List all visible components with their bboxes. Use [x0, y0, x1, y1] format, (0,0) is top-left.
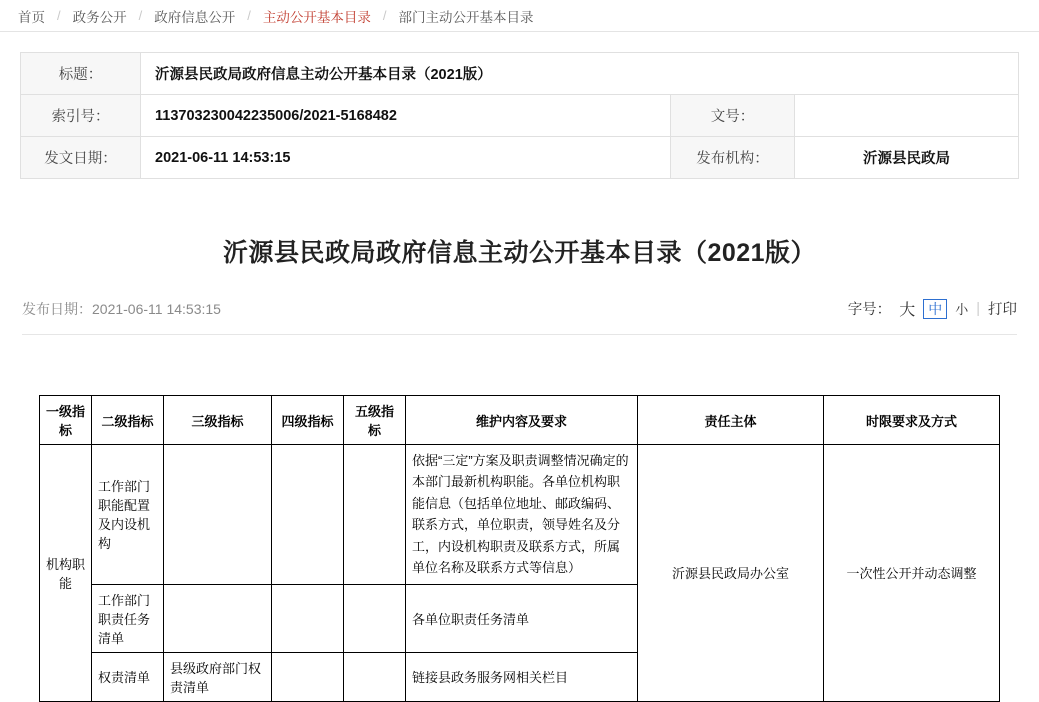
- breadcrumb: [0, 0, 1039, 32]
- catalog-header-content: 维护内容及要求: [406, 396, 638, 445]
- meta-org-value: 沂源县民政局: [795, 137, 1019, 179]
- catalog-cell-level4: [272, 445, 344, 585]
- catalog-cell-responsible: 沂源县民政局办公室: [638, 445, 824, 702]
- document-meta-table: [20, 52, 1019, 179]
- catalog-cell-content: 链接县政务服务网相关栏目: [406, 652, 638, 701]
- fontsize-medium-button[interactable]: 中: [923, 299, 947, 319]
- toolbar-divider: |: [976, 300, 980, 317]
- meta-index-label: 索引号：: [21, 95, 141, 137]
- breadcrumb-separator: /: [57, 8, 61, 23]
- meta-index-value: 113703230042235006/2021-5168482: [141, 95, 671, 137]
- catalog-header-level5: 五级指标: [344, 396, 406, 445]
- fontsize-tools: [848, 297, 1017, 320]
- fontsize-large-button[interactable]: 大: [899, 302, 916, 319]
- page-title: 沂源县民政局政府信息主动公开基本目录（2021版）: [222, 239, 817, 267]
- meta-docno-value: [795, 95, 1019, 137]
- catalog-header-row: [40, 396, 1000, 445]
- breadcrumb-item-government-affairs[interactable]: 政务公开: [72, 9, 127, 25]
- meta-title-value: 沂源县民政局政府信息主动公开基本目录（2021版）: [141, 53, 1019, 95]
- catalog-cell-deadline: 一次性公开并动态调整: [824, 445, 1000, 702]
- catalog-cell-level4: [272, 652, 344, 701]
- meta-docno-label: 文号：: [671, 95, 795, 137]
- meta-title-label: 标题：: [21, 53, 141, 95]
- catalog-cell-level3: [164, 584, 272, 652]
- catalog-header-level3: 三级指标: [164, 396, 272, 445]
- meta-date-value: 2021-06-11 14:53:15: [141, 137, 671, 179]
- catalog-header-level2: 二级指标: [92, 396, 164, 445]
- fontsize-label: 字号：: [847, 302, 892, 318]
- breadcrumb-item-home[interactable]: 首页: [18, 9, 45, 25]
- breadcrumb-separator: /: [382, 8, 387, 23]
- breadcrumb-separator: /: [138, 8, 143, 23]
- breadcrumb-item-basic-catalog[interactable]: 主动公开基本目录: [262, 9, 371, 25]
- meta-date-label: 发文日期：: [21, 137, 141, 179]
- breadcrumb-item-department-catalog[interactable]: 部门主动公开基本目录: [398, 9, 534, 25]
- catalog-cell-level2: 工作部门职责任务清单: [92, 584, 164, 652]
- catalog-header-responsible: 责任主体: [638, 396, 824, 445]
- catalog-cell-level4: [272, 584, 344, 652]
- catalog-header-level1: 一级指标: [40, 396, 92, 445]
- catalog-cell-level5: [344, 652, 406, 701]
- table-row: [21, 53, 1019, 95]
- catalog-header-level4: 四级指标: [272, 396, 344, 445]
- catalog-cell-content: 各单位职责任务清单: [406, 584, 638, 652]
- publish-date: [22, 299, 221, 319]
- document-meta-section: [0, 32, 1039, 179]
- article-toolbar: [22, 297, 1017, 335]
- table-row: [21, 137, 1019, 179]
- print-button[interactable]: 打印: [988, 302, 1017, 318]
- catalog-cell-level5: [344, 445, 406, 585]
- catalog-cell-content: 依据“三定”方案及职责调整情况确定的本部门最新机构职能。各单位机构职能信息（包括单位地址、邮政编码、联系方式，单位职责，领导姓名及分工，内设机构职责及联系方式，所属单位名称及联系方式等信息）: [406, 445, 638, 585]
- catalog-table: [39, 395, 1000, 702]
- fontsize-small-button[interactable]: 小: [955, 302, 969, 317]
- catalog-header-deadline: 时限要求及方式: [824, 396, 1000, 445]
- catalog-section: [0, 335, 1039, 702]
- catalog-cell-level1: 机构职能: [40, 445, 92, 702]
- publish-date-prefix: 发布日期：: [22, 300, 92, 317]
- catalog-cell-level3: [164, 445, 272, 585]
- breadcrumb-item-government-info[interactable]: 政府信息公开: [154, 9, 236, 25]
- table-row: [21, 95, 1019, 137]
- catalog-cell-level2: 工作部门职能配置及内设机构: [92, 445, 164, 585]
- publish-date-value: 2021-06-11 14:53:15: [92, 300, 221, 317]
- breadcrumb-separator: /: [247, 8, 251, 23]
- table-row: [40, 445, 1000, 585]
- catalog-cell-level3: 县级政府部门权责清单: [164, 652, 272, 701]
- catalog-cell-level2: 权责清单: [92, 652, 164, 701]
- meta-org-label: 发布机构：: [671, 137, 795, 179]
- catalog-cell-level5: [344, 584, 406, 652]
